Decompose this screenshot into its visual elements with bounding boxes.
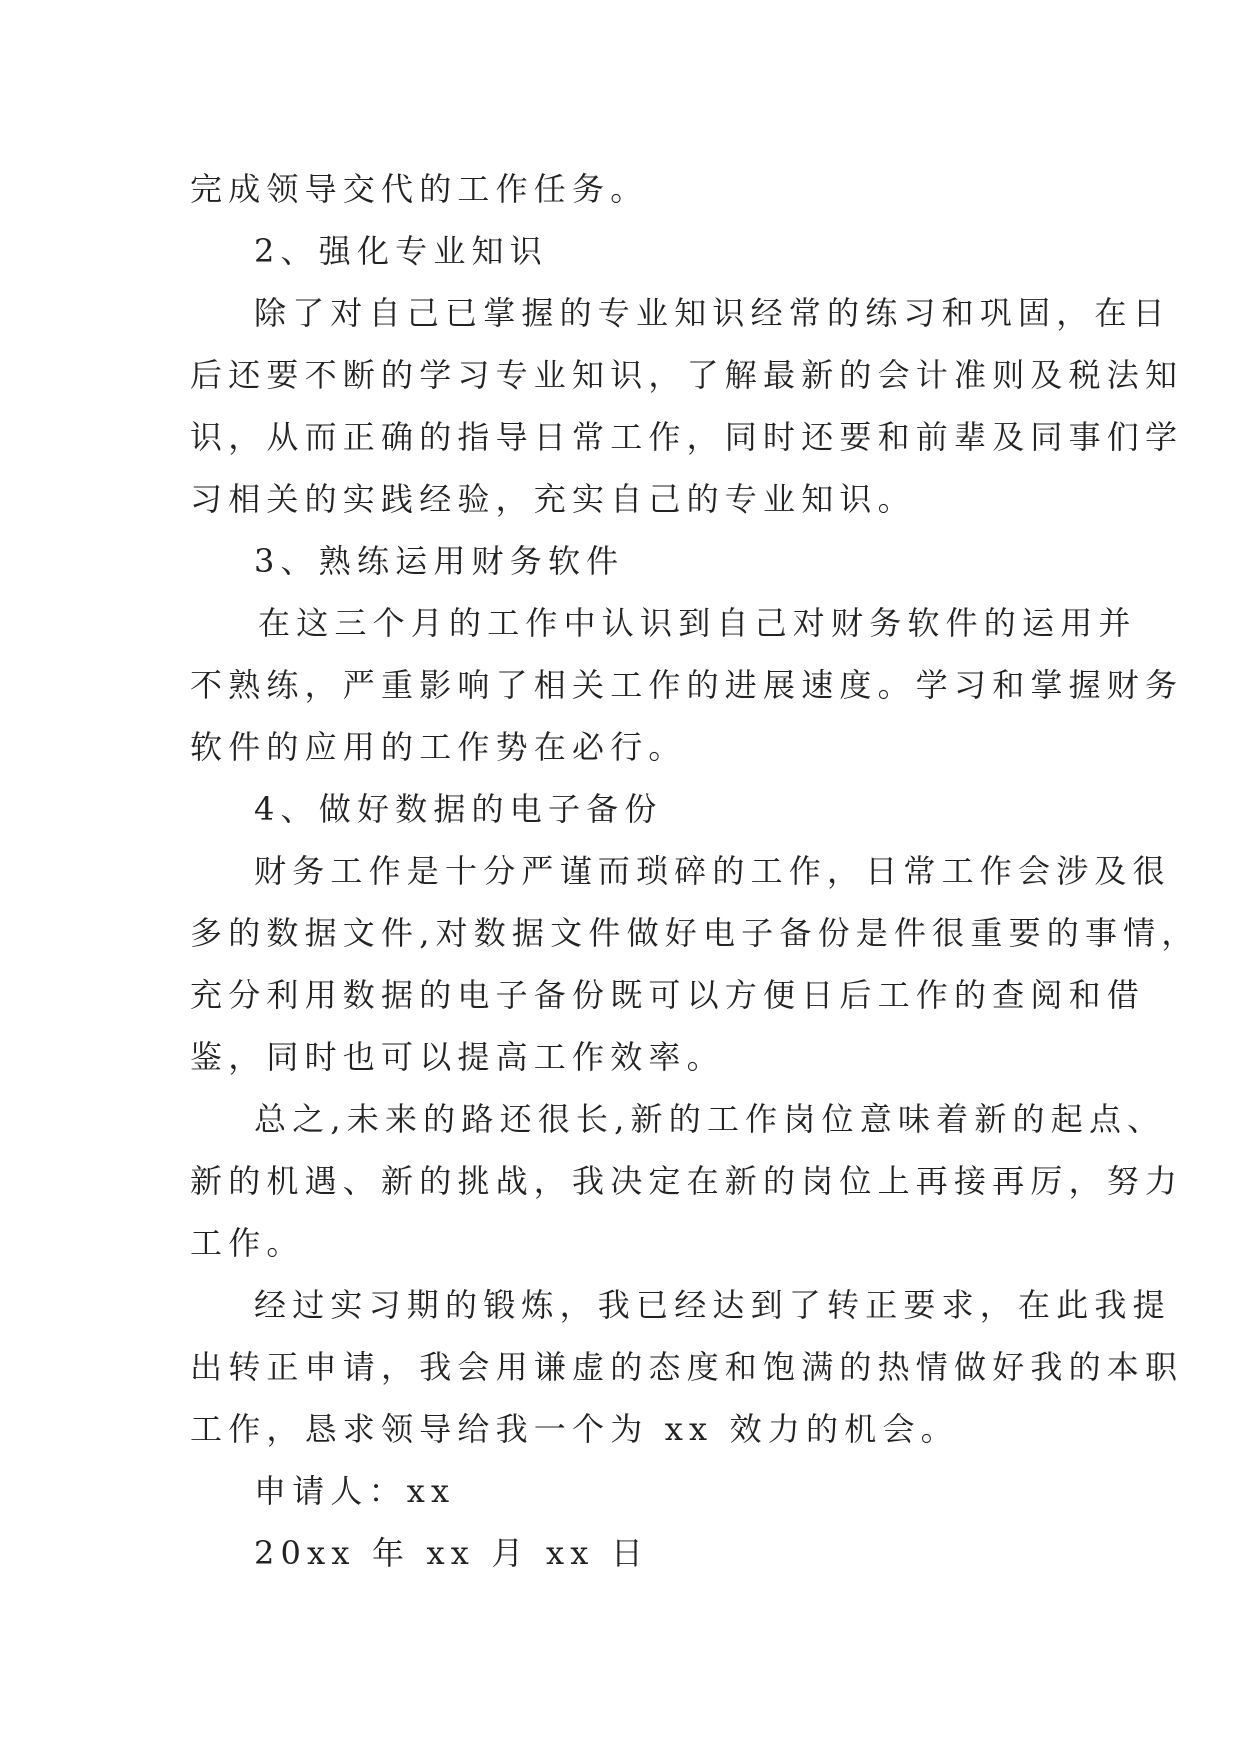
section-heading: 3、熟练运用财务软件 [254,542,625,580]
date-line: 20xx 年 xx 月 xx 日 [254,1534,650,1572]
paragraph-line: 经过实习期的锻炼，我已经达到了转正要求，在此我提 [254,1286,1171,1324]
paragraph-line: 在这三个月的工作中认识到自己对财务软件的运用并 [258,604,1137,642]
paragraph-line: 多的数据文件,对数据文件做好电子备份是件很重要的事情， [190,914,1200,952]
paragraph-line: 习相关的实践经验，充实自己的专业知识。 [190,480,916,518]
applicant-line: 申请人：xx [254,1472,456,1510]
paragraph-line: 工作。 [190,1224,305,1262]
paragraph-line: 完成领导交代的工作任务。 [190,170,649,208]
paragraph-line: 软件的应用的工作势在必行。 [190,728,687,766]
paragraph-line: 不熟练，严重影响了相关工作的进展速度。学习和掌握财务 [190,666,1184,704]
section-heading: 2、强化专业知识 [254,232,548,270]
paragraph-line: 新的机遇、新的挑战，我决定在新的岗位上再接再厉，努力 [190,1162,1184,1200]
document-body [190,158,1200,1584]
paragraph-line: 充分利用数据的电子备份既可以方便日后工作的查阅和借 [190,976,1146,1014]
paragraph-line: 后还要不断的学习专业知识，了解最新的会计准则及税法知 [190,356,1184,394]
paragraph-line: 总之,未来的路还很长,新的工作岗位意味着新的起点、 [254,1100,1166,1138]
paragraph-line: 鉴，同时也可以提高工作效率。 [190,1038,725,1076]
paragraph-line: 识，从而正确的指导日常工作，同时还要和前辈及同事们学 [190,418,1184,456]
paragraph-line: 出转正申请，我会用谦虚的态度和饱满的热情做好我的本职 [190,1348,1184,1386]
paragraph-line: 除了对自己已掌握的专业知识经常的练习和巩固，在日 [254,294,1171,332]
section-heading: 4、做好数据的电子备份 [254,790,663,828]
paragraph-line: 工作，恳求领导给我一个为 xx 效力的机会。 [190,1410,959,1448]
paragraph-line: 财务工作是十分严谨而琐碎的工作，日常工作会涉及很 [254,852,1171,890]
